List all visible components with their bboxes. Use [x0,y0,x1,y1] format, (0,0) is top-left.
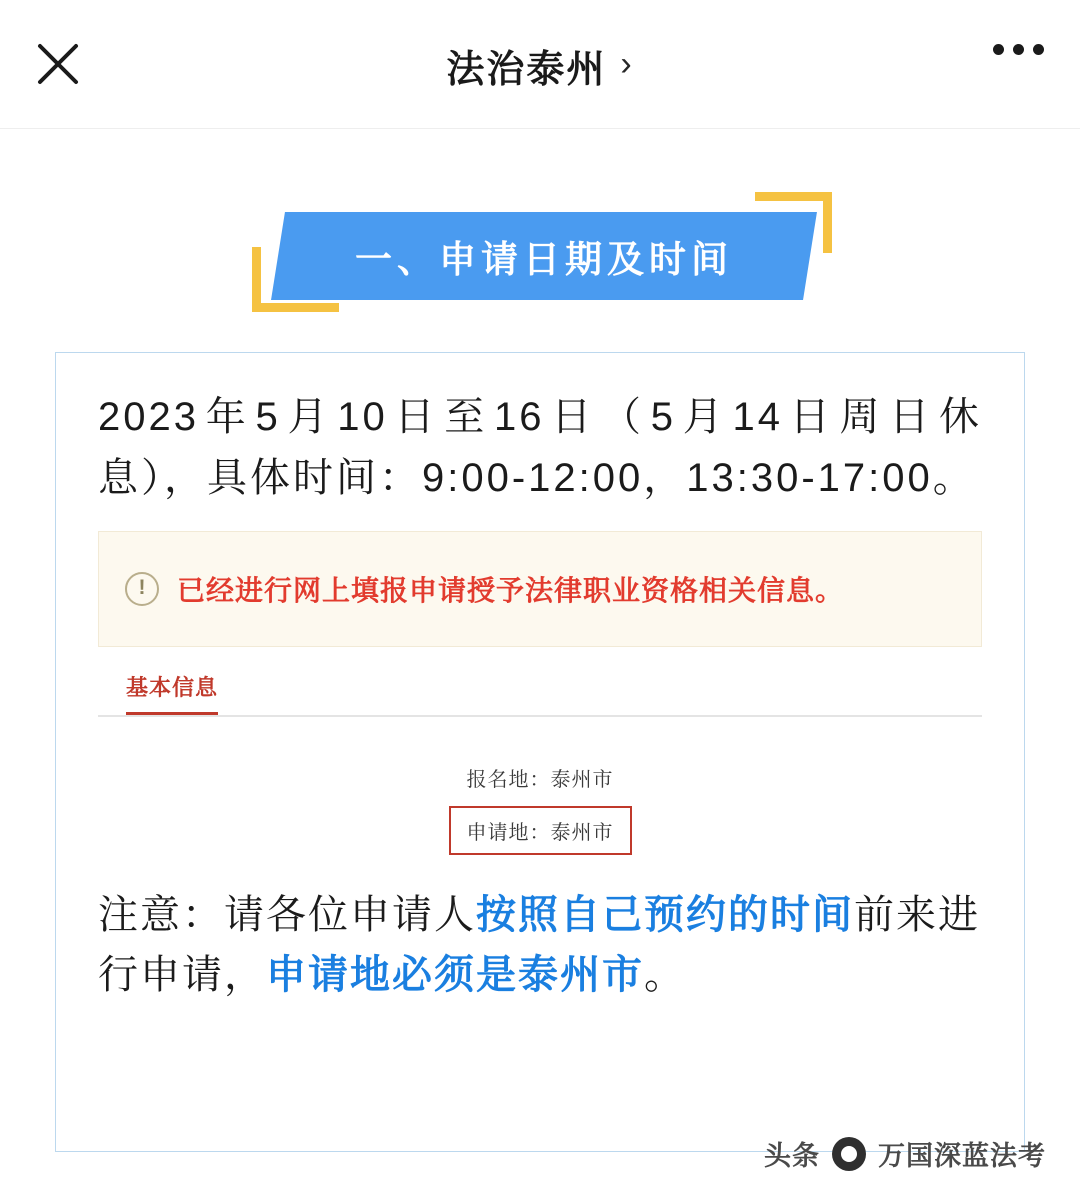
field-application-place: 申请地：泰州市 [449,806,632,855]
more-dot-1 [993,44,1004,55]
schedule-paragraph: 2023年5月10日至16日（5月14日周日休息），具体时间：9:00-12:00，13:30-17:00。 [98,395,982,500]
note-middle: 前来进行申请， [98,892,980,997]
info-circle-icon: ! [125,572,159,606]
chevron-right-icon: › [620,45,634,83]
watermark-name: 万国深蓝法考 [878,1141,1046,1171]
more-dot-2 [1013,44,1024,55]
top-bar [0,0,1080,129]
watermark-prefix: 头条 [764,1141,820,1171]
content-card [55,352,1025,1152]
embedded-screenshot [98,531,982,855]
alert-text: 已经进行网上填报申请授予法律职业资格相关信息。 [177,574,845,606]
banner-plate [271,212,817,300]
section-banner [0,174,1080,324]
field-list [98,763,982,855]
note-prefix: 注意：请各位申请人 [98,892,476,937]
watermark-avatar-icon [832,1137,866,1171]
banner-heading: 一、申请日期及时间 [355,239,733,280]
alert-banner [98,531,982,647]
note-highlight-time: 按照自己预约的时间 [476,892,854,937]
page-title-text: 法治泰州 [446,49,607,91]
more-dot-3 [1033,44,1044,55]
note-paragraph [98,885,982,1005]
more-options-icon[interactable] [993,44,1044,55]
watermark [764,1134,1046,1173]
tab-bar [98,671,982,717]
tab-basic-info[interactable]: 基本信息 [126,671,218,715]
note-highlight-place: 申请地必须是泰州市 [266,952,644,997]
field-registration-place: 报名地：泰州市 [466,768,614,791]
note-suffix: 。 [644,952,686,997]
page-title[interactable] [0,38,1080,93]
